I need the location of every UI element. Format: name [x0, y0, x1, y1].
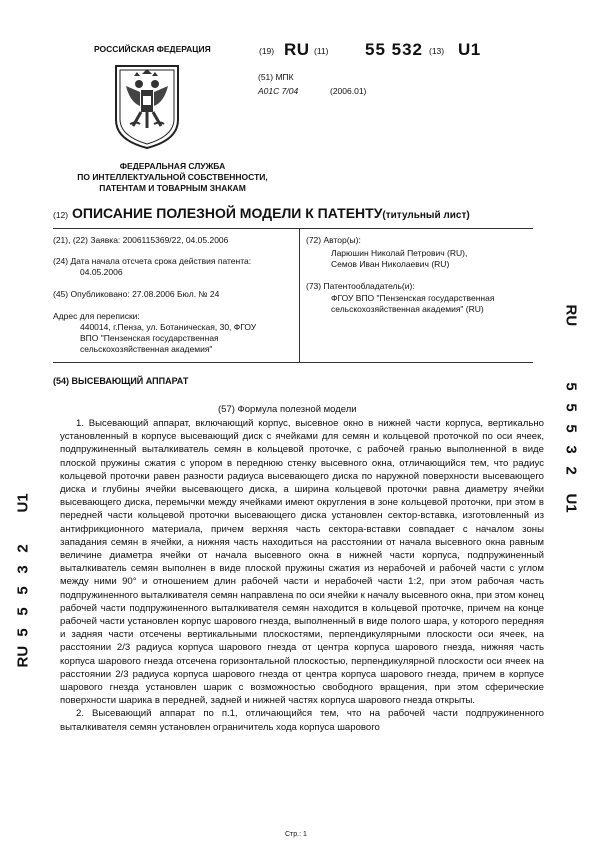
document-title: [53, 205, 470, 221]
claims-text: [60, 417, 544, 734]
side-digit-left-1: 2: [14, 544, 32, 553]
page-footer: Стр.: 1: [285, 831, 307, 838]
claim-2: 2. Высевающий аппарат по п.1, отличающийся тем, что на рабочей части подпружиненного выталкивателя семян установлен ограничитель хода корпуса шарового: [60, 708, 544, 733]
side-digit-right-2: 5: [562, 403, 580, 412]
holder-line-1: ФГОУ ВПО "Пензенская государственная: [331, 293, 495, 303]
title-main: ОПИСАНИЕ ПОЛЕЗНОЙ МОДЕЛИ К ПАТЕНТУ: [72, 205, 383, 221]
author-1: Ларюшин Николай Петрович (RU),: [331, 248, 468, 258]
publication-info: (45) Опубликовано: 27.08.2006 Бюл. № 24: [53, 289, 220, 299]
side-digit-right-3: 5: [562, 424, 580, 433]
agency-name: [70, 161, 275, 194]
ipc-label: (51) МПК: [258, 72, 294, 82]
authors-label: (72) Автор(ы):: [306, 235, 361, 245]
agency-line-2: ПО ИНТЕЛЛЕКТУАЛЬНОЙ СОБСТВЕННОСТИ,: [77, 172, 268, 182]
side-ru-right: RU: [562, 304, 580, 327]
claim-1: 1. Высевающий аппарат, включающий корпус, высевное окно в нижней части корпуса, вертикально установленный в корпусе высевающий диск с ячейками для семян и кольцевой проточкой по оси ячеек, подпружиненный выталкиватель семян в кольцевой проточке, с рабочей гранью выполненной в виде плоской пружины сжатия с упором в переднюю стенку высевного окна, отличающийся тем, что радиус кольцевой проточки равен разности радиуса высевающего диска по наружной поверхности высевающего диска и глубины ячейки высевающего диска, а ширина кольцевой проточки равна диаметру ячейки высевающего диска, перемычки между ячейками имеют округления в зоне кольцевой проточки, при этом в передней части кольцевой проточки высевающего диска установлен сектор-вставка, изготовленный из антифрикционного материала, причем верхняя часть сектора-вставки совпадает с началом зоны западания семян в ячейки, а нижняя часть находиться на расстоянии от начала высевного окна равным величине диаметра ячейки от начала высевного окна в нижней части корпуса, подпружиненный выталкиватель семян выполнен в виде плоской пружины сжатия из нерабочей и рабочей части с углом между ними 90° и отношением длин рабочей части и нерабочей части 1:2, при этом рабочая часть подпружиненного выталкивателя семян направлена по оси ячейки к началу высевного окна, при этом конец рабочей части подпружиненного выталкивателя семян находится в кольцевой проточке, причем на конце рабочей части установлен корпус шарового гнезда, выполненный в виде полого шара, у которого передняя и задняя части отсечены вертикальными плоскостями, перпендикулярными плоскости оси ячеек, на расстоянии 2/3 радиуса корпуса шарового гнезда от центра корпуса шарового гнезда, нижняя часть корпуса шарового гнезда отсечена горизонтальной плоскостью, перпендикулярной плоскости оси ячеек на расстоянии 2/3 радиуса корпуса шарового гнезда от центра корпуса шарового гнезда, причем в корпусе шарового гнезда установлен шарик с возможностью свободного вращения, при этом сферические поверхности шарика в передней, задней и нижней частях корпуса шарового гнезда открыты.: [60, 418, 544, 707]
address-line-2: ВПО "Пензенская государственная: [80, 333, 219, 343]
code-13: (13): [429, 46, 445, 56]
side-digit-right-1: 5: [562, 382, 580, 391]
formula-heading: (57) Формула полезной модели: [218, 404, 357, 415]
author-2: Семов Иван Николаевич (RU): [331, 259, 450, 269]
holder-label: (73) Патентообладатель(и):: [306, 281, 415, 291]
title-suffix: (титульный лист): [382, 210, 470, 221]
column-divider: [299, 229, 300, 362]
patent-number: 55 532: [365, 40, 423, 59]
agency-line-3: ПАТЕНТАМ И ТОВАРНЫМ ЗНАКАМ: [99, 183, 246, 193]
ipc-year: (2006.01): [330, 86, 367, 96]
address-label: Адрес для переписки:: [53, 311, 140, 321]
code-11: (11): [314, 46, 329, 56]
side-digit-left-2: 3: [14, 565, 32, 574]
country-name: РОССИЙСКАЯ ФЕДЕРАЦИЯ: [94, 44, 211, 54]
side-digit-right-5: 2: [562, 466, 580, 475]
bottom-divider: [53, 362, 533, 363]
top-divider: [53, 228, 533, 229]
document-kind: U1: [458, 40, 481, 59]
side-digit-left-3: 5: [14, 586, 32, 595]
ipc-class: A01C 7/04: [258, 86, 299, 96]
agency-line-1: ФЕДЕРАЛЬНАЯ СЛУЖБА: [119, 161, 226, 171]
coat-of-arms-emblem: [112, 62, 182, 150]
holder-line-2: сельскохозяйственная академия" (RU): [331, 304, 484, 314]
term-label: (24) Дата начала отсчета срока действия патента:: [53, 256, 252, 266]
address-line-1: 440014, г.Пенза, ул. Ботаническая, 30, ФГОУ: [80, 322, 257, 332]
country-code: RU: [284, 40, 310, 59]
side-ru-left: RU: [14, 645, 32, 668]
side-digit-left-5: 5: [14, 628, 32, 637]
invention-title: (54) ВЫСЕВАЮЩИЙ АППАРАТ: [53, 376, 189, 386]
term-date: 04.05.2006: [80, 267, 123, 277]
side-digit-left-4: 5: [14, 607, 32, 616]
address-line-3: сельскохозяйственная академия": [80, 344, 213, 354]
side-kind-right: U1: [562, 493, 580, 513]
title-code: (12): [53, 210, 69, 220]
code-19: (19): [259, 46, 275, 56]
side-digit-right-4: 3: [562, 445, 580, 454]
application-info: (21), (22) Заявка: 2006115369/22, 04.05.2006: [53, 235, 229, 245]
side-kind-left: U1: [14, 493, 32, 513]
